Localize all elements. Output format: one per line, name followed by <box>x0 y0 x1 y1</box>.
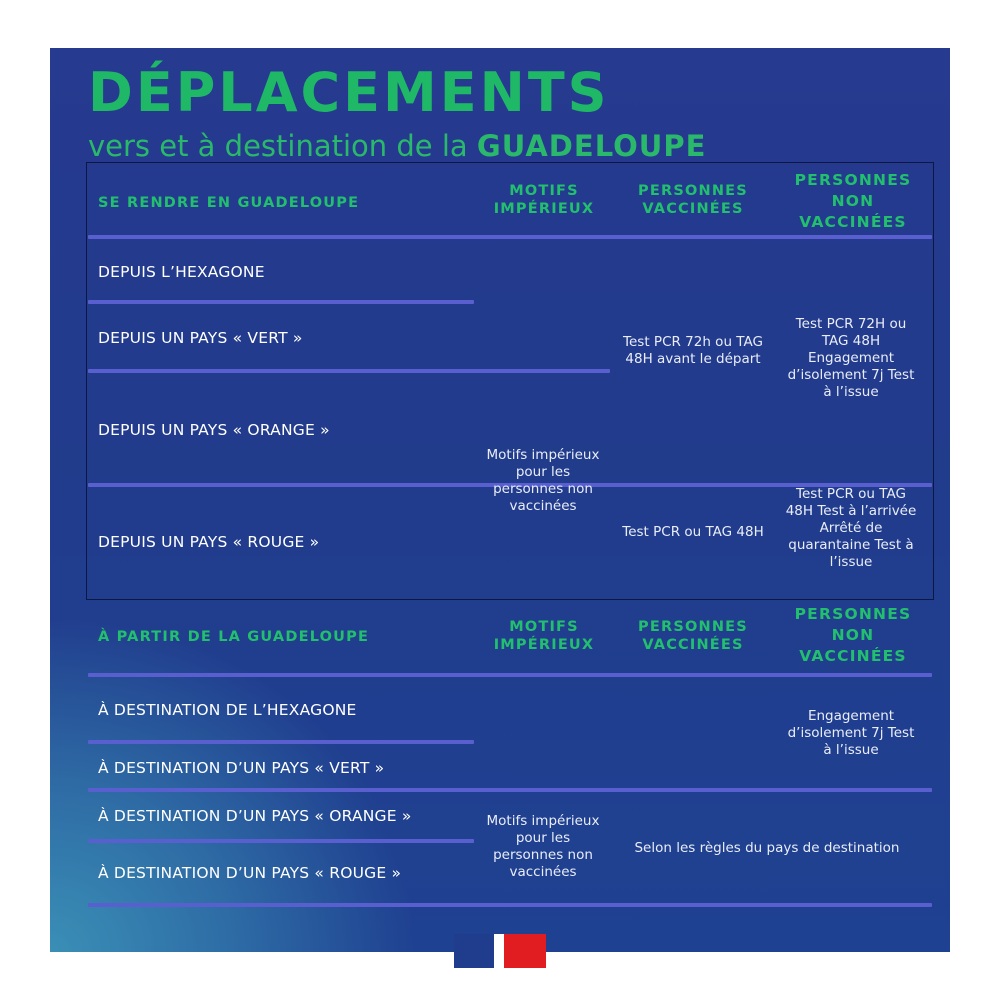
cell-motifs-departures: Motifs impérieux pour les personnes non vaccinées <box>486 813 600 880</box>
row-divider <box>88 740 474 744</box>
infographic-panel <box>50 48 950 952</box>
subtitle-highlight: GUADELOUPE <box>476 129 707 163</box>
row-divider <box>88 788 932 792</box>
cell-motifs-arrivals: Motifs impérieux pour les personnes non vaccinées <box>486 447 600 514</box>
column-header-vaccinated: PERSONNES VACCINÉES <box>638 183 748 217</box>
row-label-green-country: DEPUIS UN PAYS « VERT » <box>98 329 303 347</box>
row-label-orange-country: DEPUIS UN PAYS « ORANGE » <box>98 421 330 439</box>
cell-unvaccinated-green-orange: Test PCR 72H ou TAG 48H Engagement d’isolement 7j Test à l’issue <box>787 316 915 400</box>
section-departures-label: À PARTIR DE LA GUADELOUPE <box>98 629 370 645</box>
flag-blue-band <box>454 934 494 968</box>
row-divider <box>88 903 932 907</box>
section-arrivals-label: SE RENDRE EN GUADELOUPE <box>98 195 360 211</box>
column-header-motifs: MOTIFS IMPÉRIEUX <box>493 183 595 217</box>
row-label-to-hexagone: À DESTINATION DE L’HEXAGONE <box>98 701 357 719</box>
row-divider <box>88 369 610 373</box>
row-label-hexagone: DEPUIS L’HEXAGONE <box>98 263 265 281</box>
header-divider <box>88 673 932 677</box>
row-divider <box>88 839 474 843</box>
page-subtitle <box>88 126 706 166</box>
subtitle-prefix: vers et à destination de la <box>88 129 477 163</box>
row-label-to-green-country: À DESTINATION D’UN PAYS « VERT » <box>98 759 385 777</box>
row-label-to-orange-country: À DESTINATION D’UN PAYS « ORANGE » <box>98 807 412 825</box>
marianne-logo <box>454 934 546 968</box>
column-header-vaccinated: PERSONNES VACCINÉES <box>638 619 748 653</box>
header-divider <box>88 235 932 239</box>
cell-unvaccinated-departures: Engagement d’isolement 7j Test à l’issue <box>787 708 915 758</box>
row-label-to-red-country: À DESTINATION D’UN PAYS « ROUGE » <box>98 864 402 882</box>
column-header-unvaccinated: PERSONNES NON VACCINÉES <box>794 605 912 665</box>
column-header-unvaccinated: PERSONNES NON VACCINÉES <box>794 171 912 231</box>
cell-unvaccinated-red: Test PCR ou TAG 48H Test à l’arrivée Arrêté de quarantaine Test à l’issue <box>785 486 917 570</box>
row-divider <box>88 300 474 304</box>
cell-vaccinated-green-orange: Test PCR 72h ou TAG 48H avant le départ <box>623 334 763 367</box>
cell-destination-rules: Selon les règles du pays de destination <box>634 840 900 856</box>
marianne-profile-icon <box>494 934 504 968</box>
flag-red-band <box>504 934 546 968</box>
column-header-motifs: MOTIFS IMPÉRIEUX <box>493 619 595 653</box>
page-title: DÉPLACEMENTS <box>88 61 610 124</box>
row-label-red-country: DEPUIS UN PAYS « ROUGE » <box>98 533 320 551</box>
cell-vaccinated-red: Test PCR ou TAG 48H <box>622 524 764 540</box>
